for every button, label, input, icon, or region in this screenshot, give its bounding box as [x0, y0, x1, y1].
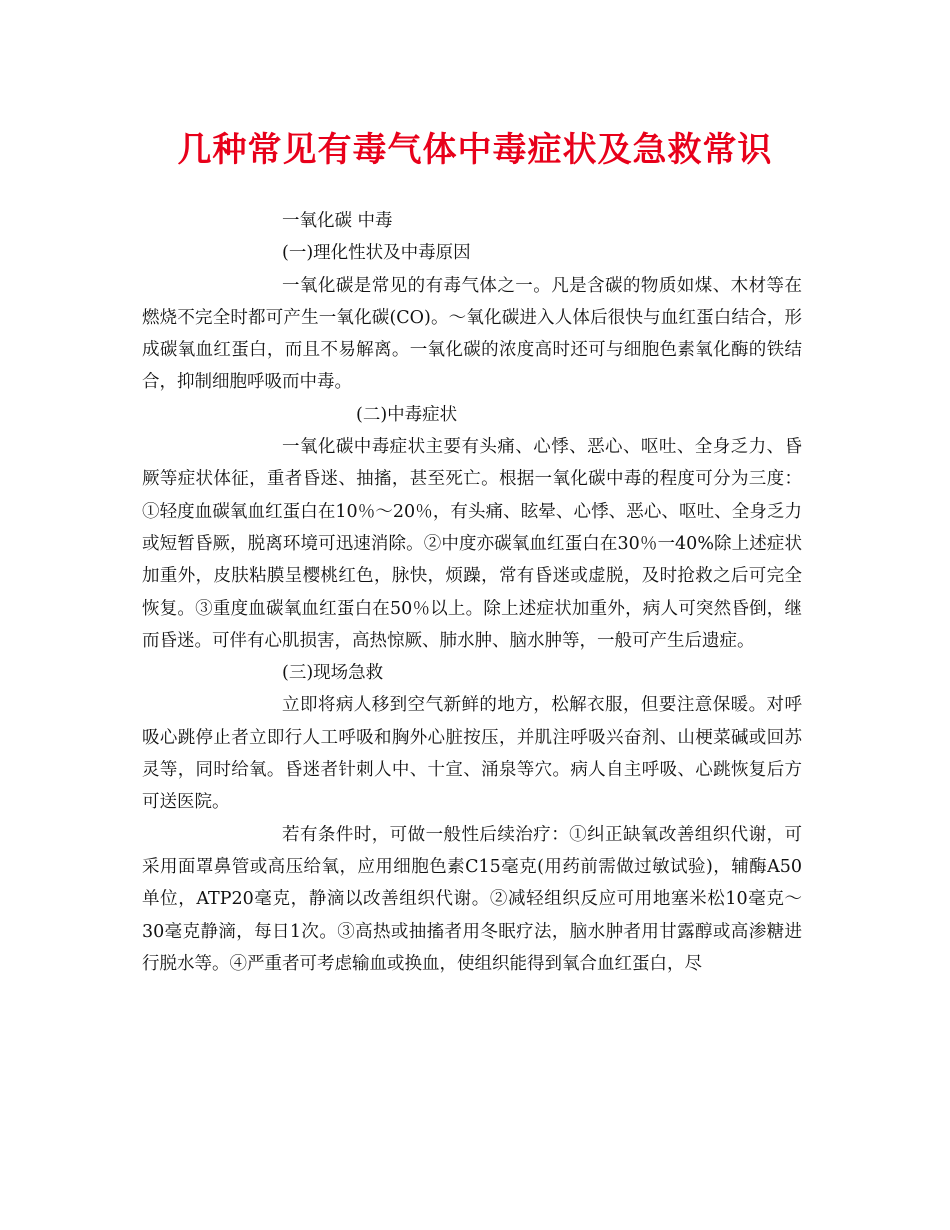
- main-heading: 一氧化碳 中毒: [282, 211, 393, 231]
- section2-heading: (二)中毒症状: [356, 404, 458, 425]
- section3-paragraph-1: 立即将病人移到空气新鲜的地方，松解衣服，但要注意保暖。对呼吸心跳停止者立即行人工呼吸和胸外心脏按压，并肌注呼吸兴奋剂、山梗菜碱或回苏灵等，同时给氧。昏迷者针刺人中、十宣、涌泉等穴。病人自主呼吸、心跳恢复后方可送医院。: [142, 695, 802, 813]
- section1-paragraph: 一氧化碳是常见的有毒气体之一。凡是含碳的物质如煤、木材等在燃烧不完全时都可产生一氧化碳(CO)。～氧化碳进入人体后很快与血红蛋白结合，形成碳氧血红蛋白，而且不易解离。一氧化碳的浓度高时还可与细胞色素氧化酶的铁结合，抑制细胞呼吸而中毒。: [142, 275, 802, 393]
- section1-heading: (一)理化性状及中毒原因: [282, 243, 471, 264]
- document-title: 几种常见有毒气体中毒症状及急救常识: [177, 130, 773, 170]
- document-body: [142, 205, 802, 980]
- section2-paragraph: 一氧化碳中毒症状主要有头痛、心悸、恶心、呕吐、全身乏力、昏厥等症状体征，重者昏迷、抽搐，甚至死亡。根据一氧化碳中毒的程度可分为三度：①轻度血碳氧血红蛋白在10％～20％，有头痛、眩晕、心悸、恶心、呕吐、全身乏力或短暂昏厥，脱离环境可迅速消除。②中度亦碳氧血红蛋白在30％一40%除上述症状加重外，皮肤粘膜呈樱桃红色，脉快，烦躁，常有昏迷或虚脱，及时抢救之后可完全恢复。③重度血碳氧血红蛋白在50％以上。除上述症状加重外，病人可突然昏倒，继而昏迷。可伴有心肌损害，高热惊厥、肺水肿、脑水肿等，一般可产生后遗症。: [142, 437, 802, 651]
- section3-paragraph-2: 若有条件时，可做一般性后续治疗：①纠正缺氧改善组织代谢，可采用面罩鼻管或高压给氧，应用细胞色素C15毫克(用药前需做过敏试验)，辅酶A50单位，ATP20毫克，静滴以改善组织代谢。②减轻组织反应可用地塞米松10毫克～30毫克静滴，每日1次。③高热或抽搐者用冬眠疗法，脑水肿者用甘露醇或高渗糖进行脱水等。④严重者可考虑输血或换血，使组织能得到氧合血红蛋白，尽: [142, 824, 802, 974]
- section3-heading: (三)现场急救: [282, 663, 384, 684]
